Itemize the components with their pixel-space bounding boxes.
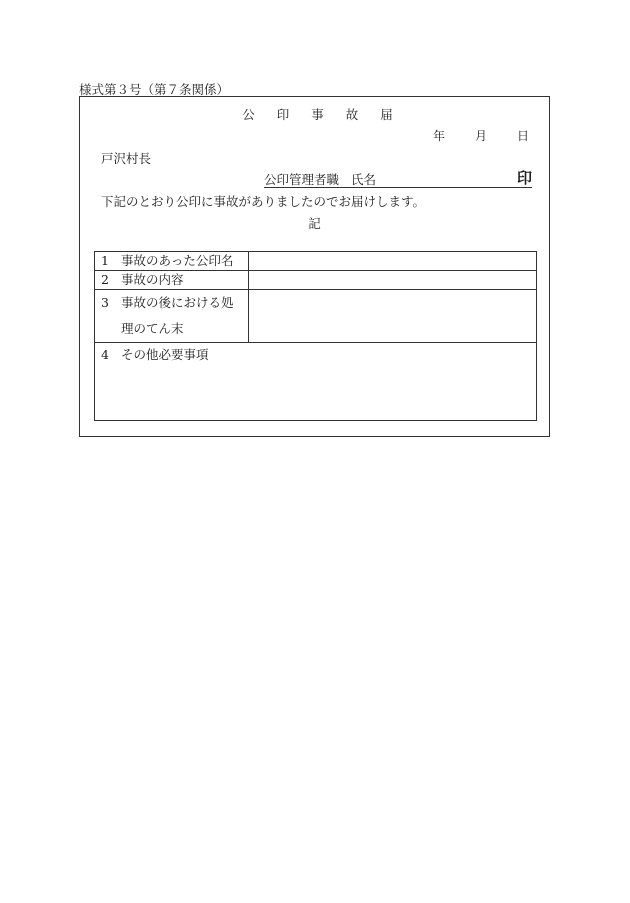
item-number: 1 <box>101 253 109 268</box>
table-row <box>95 271 537 290</box>
ki-heading: 記 <box>308 216 321 231</box>
document-title: 公印事故届 <box>242 107 415 122</box>
date-day: 日 <box>516 129 529 143</box>
date-line <box>433 127 529 144</box>
table-row <box>95 343 537 421</box>
signature-field <box>264 170 532 188</box>
position-label: 公印管理者職 <box>264 172 340 187</box>
item-label: 事故の後における処 <box>121 295 234 310</box>
item-number: 2 <box>101 272 109 287</box>
items-table <box>94 251 537 421</box>
form-number: 様式第３号（第７条関係） <box>79 82 230 97</box>
item-label-cell <box>95 271 249 290</box>
item-label-continued: 理のてん末 <box>121 321 184 336</box>
seal-icon: 印 <box>516 169 532 187</box>
item-label-cell <box>95 252 249 271</box>
date-month: 月 <box>474 129 487 143</box>
item-number: 3 <box>101 295 109 310</box>
item-label: その他必要事項 <box>121 347 209 362</box>
table-row <box>95 252 537 271</box>
item-label: 事故の内容 <box>121 272 184 287</box>
name-label: 氏名 <box>351 172 377 187</box>
form-frame <box>79 96 550 437</box>
item-value-cell[interactable] <box>249 271 537 290</box>
table-row <box>95 290 537 343</box>
item-label: 事故のあった公印名 <box>121 253 234 268</box>
item-full-cell[interactable] <box>95 343 537 421</box>
item-value-cell[interactable] <box>249 290 537 343</box>
item-number: 4 <box>101 347 109 362</box>
item-label-cell <box>95 290 249 343</box>
intro-text: 下記のとおり公印に事故がありましたのでお届けします。 <box>101 194 426 209</box>
addressee: 戸沢村長 <box>101 151 152 166</box>
date-year: 年 <box>432 129 445 143</box>
item-value-cell[interactable] <box>249 252 537 271</box>
